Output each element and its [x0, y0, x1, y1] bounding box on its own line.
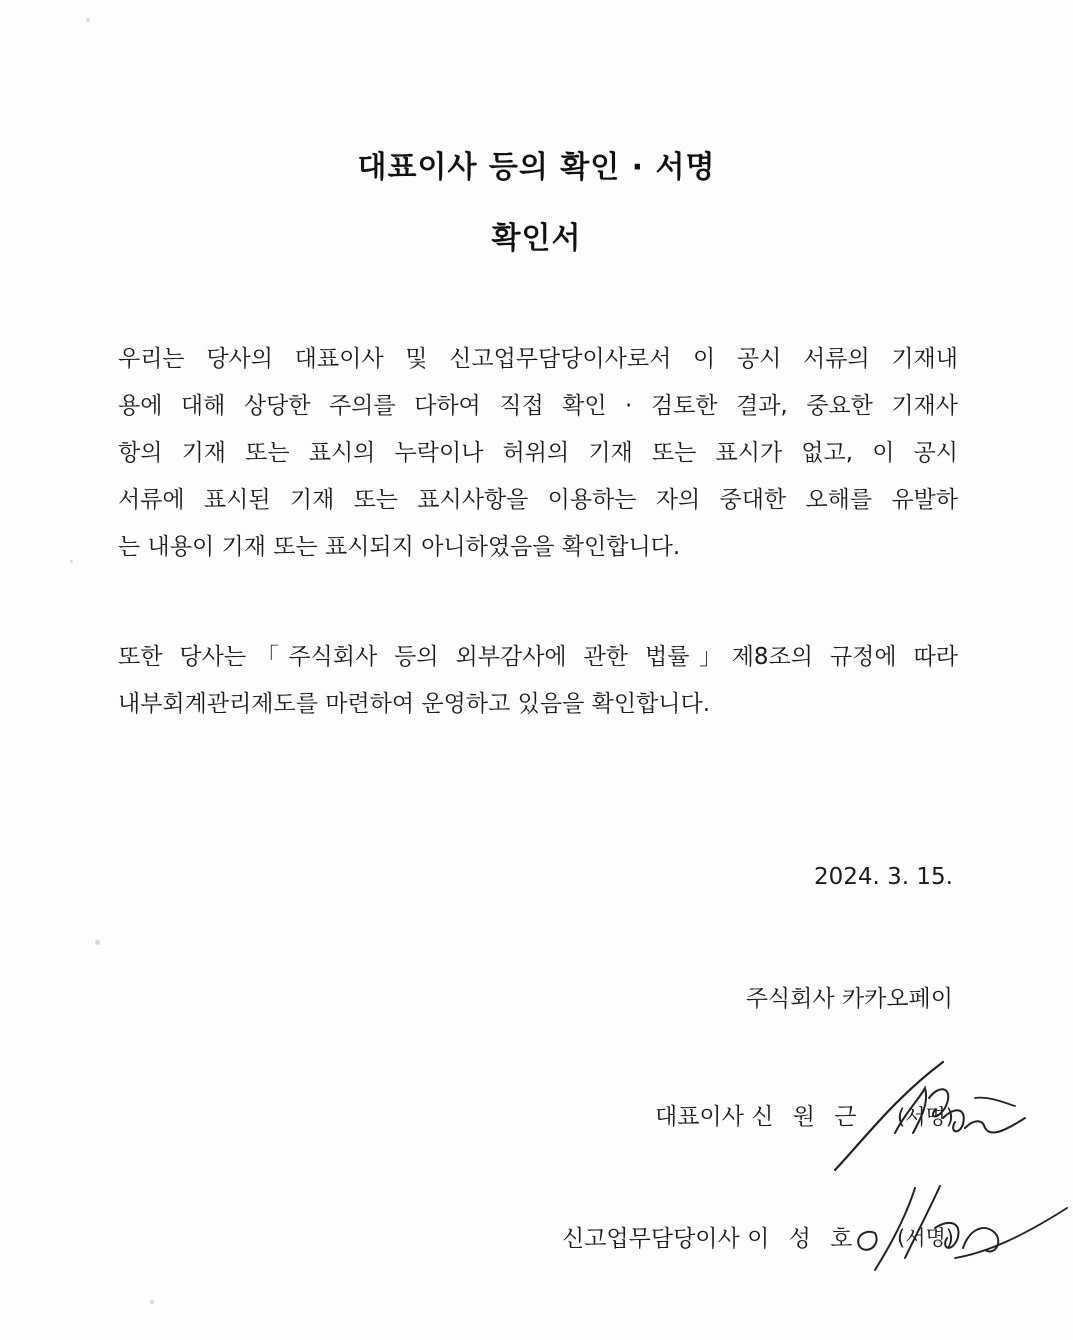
officer-handwritten-signature: [845, 1178, 1070, 1278]
paragraph-line: 우리는 당사의 대표이사 및 신고업무담당이사로서 이 공시 서류의 기재내: [118, 346, 958, 372]
document-subtitle: 확인서: [491, 221, 582, 256]
reporting-officer-signature-line: [562, 1220, 858, 1253]
signature-mark-label: (서명): [897, 1105, 954, 1129]
company-name: 주식회사 카카오페이: [745, 986, 953, 1012]
paragraph-line: 서류에 표시된 기재 또는 표시사항을 이용하는 자의 중대한 오해를 유발하: [118, 487, 958, 513]
signature-mark-label: (서명): [897, 1226, 954, 1250]
signatory-role: 대표이사: [655, 1104, 744, 1130]
scan-speck: [150, 1300, 154, 1304]
signatory-role: 신고업무담당이사: [562, 1226, 740, 1252]
paragraph-line: 또한 당사는「주식회사 등의 외부감사에 관한 법률」제8조의 규정에 따라: [118, 644, 958, 670]
internal-control-paragraph: [118, 634, 958, 728]
paragraph-line: 용에 대해 상당한 주의를 다하여 직접 확인 · 검토한 결과, 중요한 기재사: [118, 393, 958, 419]
scan-speck: [70, 560, 73, 563]
signatory-name: 신 원 근: [751, 1104, 863, 1130]
document-date: 2024. 3. 15.: [814, 864, 953, 890]
signatory-name: 이 성 호: [747, 1226, 859, 1252]
paragraph-line: 는 내용이 기재 또는 표시되지 아니하였음을 확인합니다.: [118, 534, 681, 560]
scan-speck: [86, 18, 90, 22]
scan-speck: [95, 940, 100, 945]
confirmation-paragraph: [118, 336, 958, 571]
document-title: 대표이사 등의 확인 · 서명: [357, 150, 716, 185]
ceo-handwritten-signature: [825, 1058, 1035, 1178]
paragraph-line: 항의 기재 또는 표시의 누락이나 허위의 기재 또는 표시가 없고, 이 공시: [118, 440, 958, 466]
paragraph-line: 내부회계관리제도를 마련하여 운영하고 있음을 확인합니다.: [118, 691, 711, 717]
